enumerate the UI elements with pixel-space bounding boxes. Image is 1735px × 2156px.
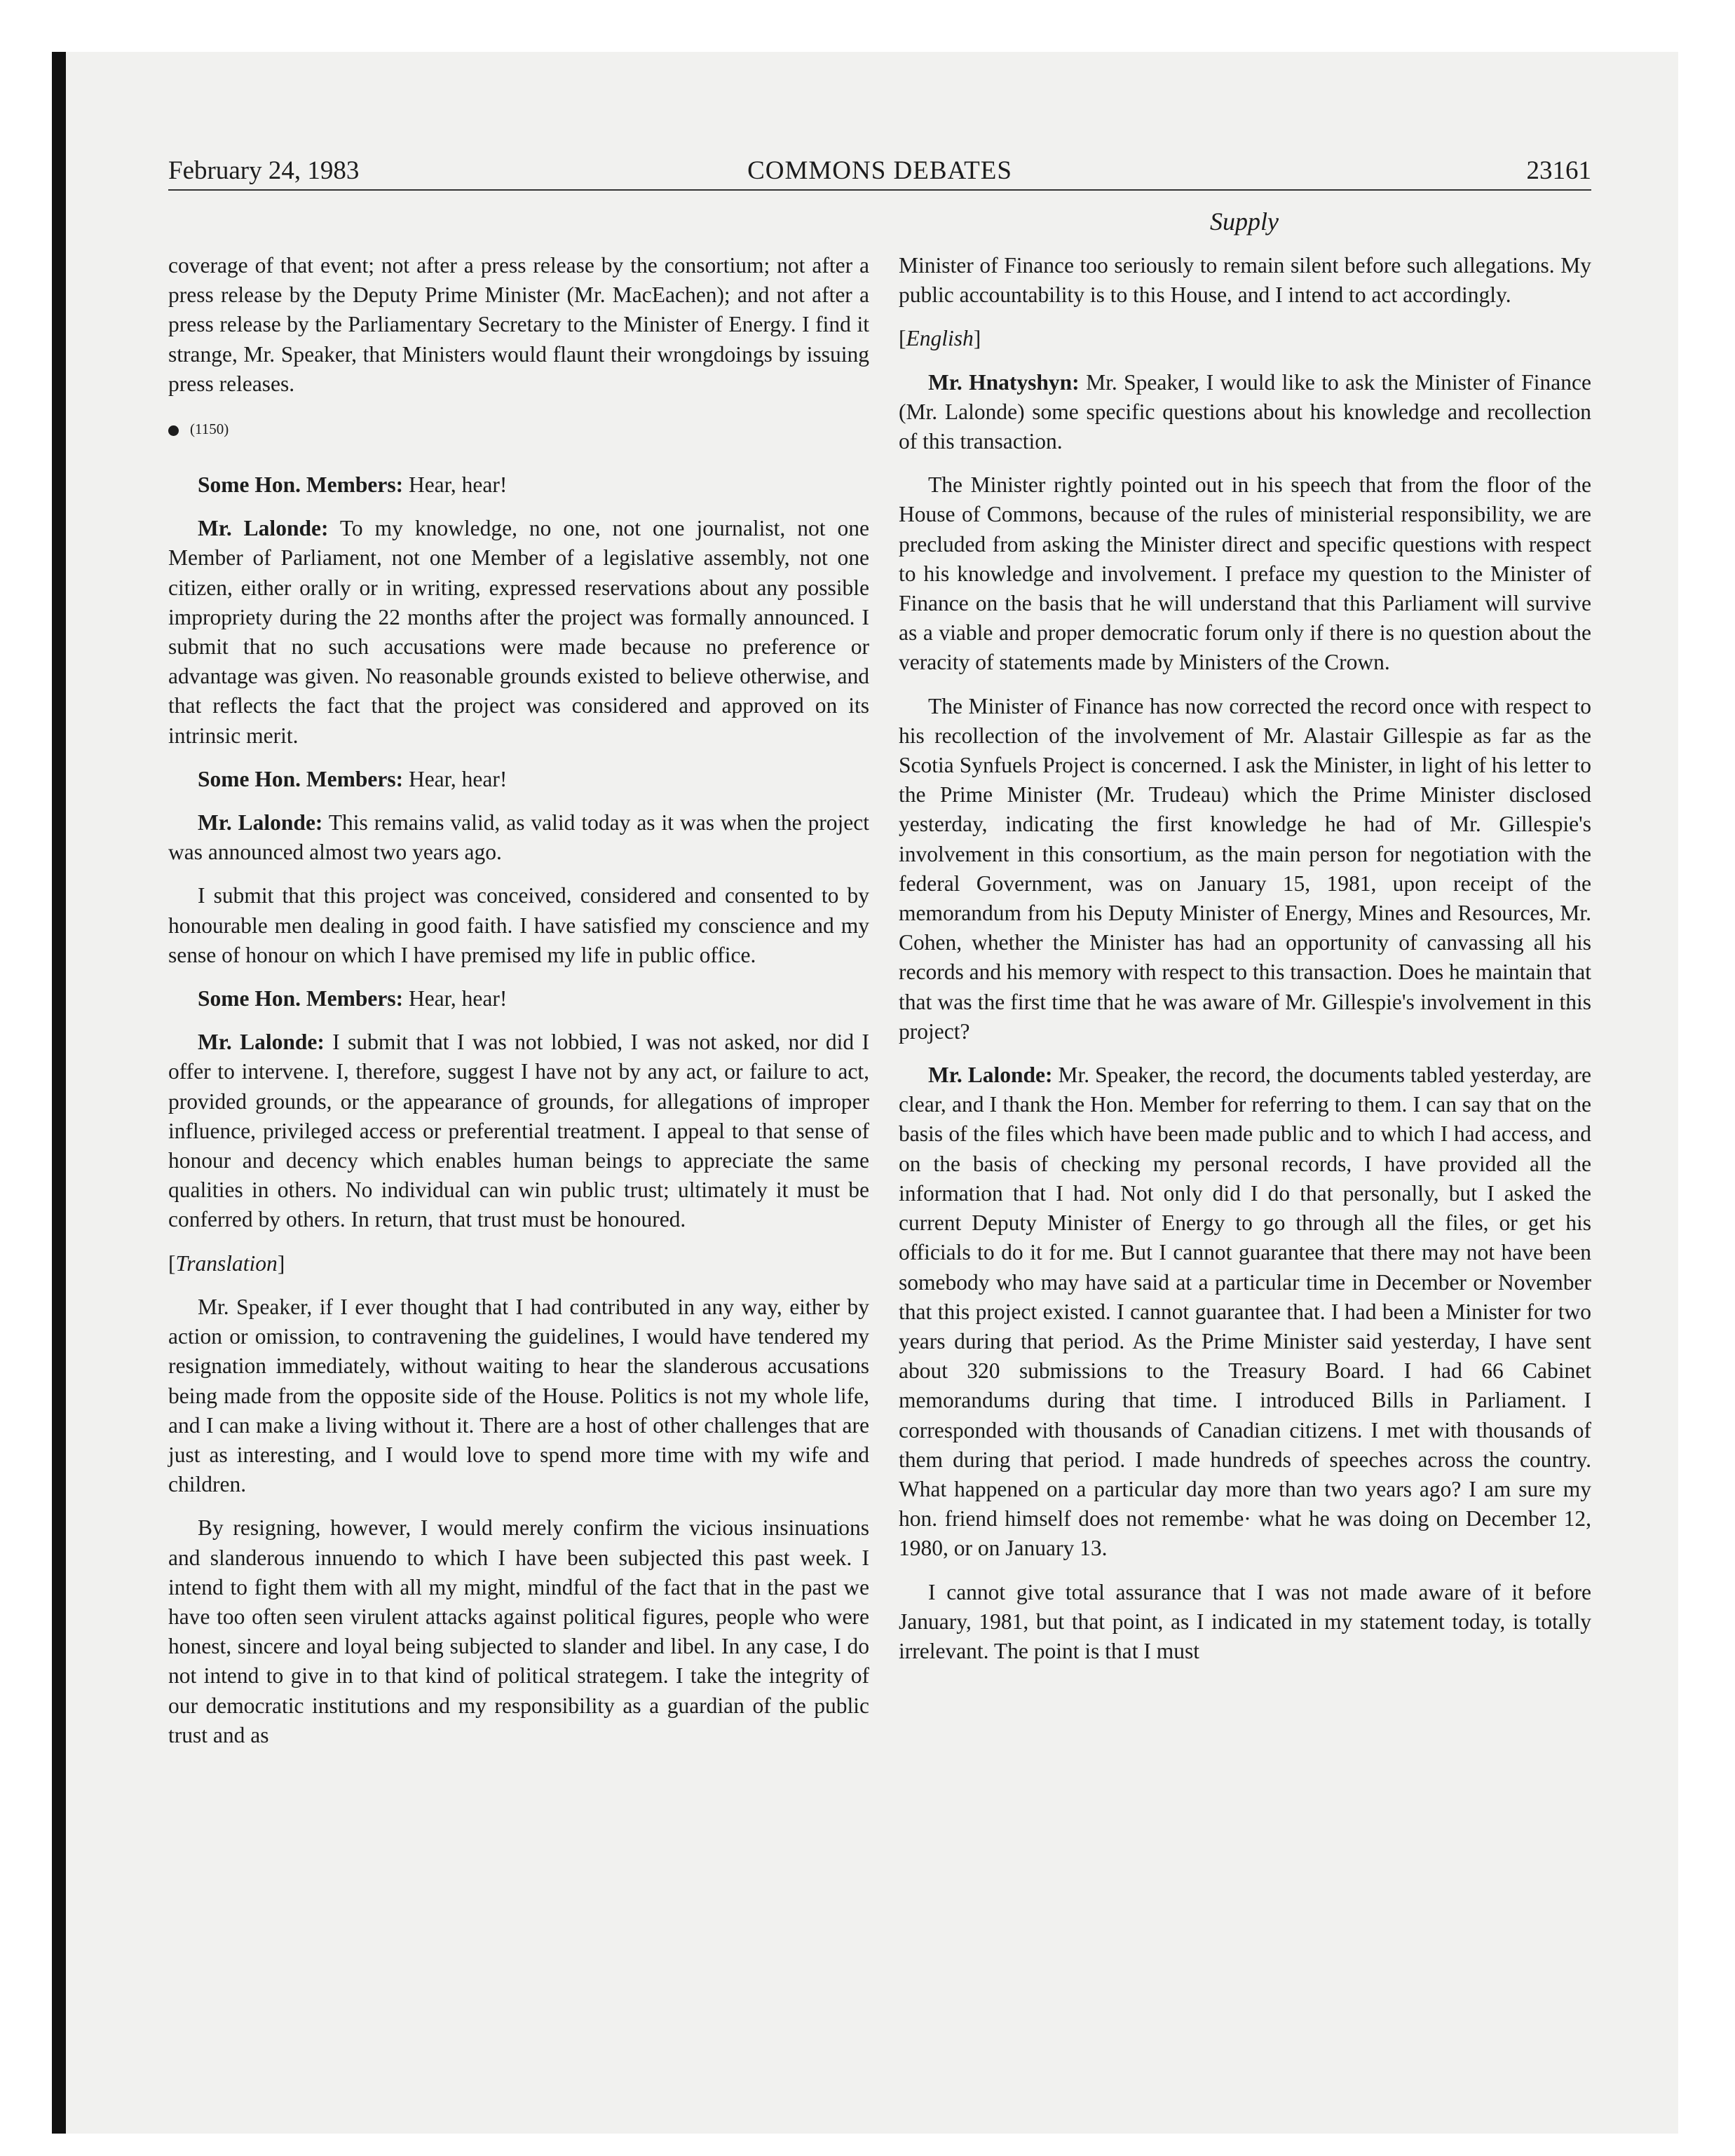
paragraph: By resigning, however, I would merely confirm the vicious insinuations and slanderous innuendo to which I have been subjected this past week. I intend to fight them with all my might, mindful of the fact that in the past we have too often seen virulent attacks against political figures, people who were honest, sincere and loyal being subjected to slander and libel. In any case, I do not intend to give in to that kind of political strategem. I take the integrity of our democratic institutions and my responsibility as a guardian of the public trust and as [168,1515,869,1747]
paragraph: I submit that this project was conceived, considered and consented to by honourable men dealing in good faith. I have satisfied my conscience and my sense of honour on which I have premised my life in public office. [168,883,869,967]
translation-label-text: Translation [175,1250,278,1276]
speaker-name: Some Hon. Members: [198,472,404,498]
time-marker [168,418,869,439]
speaker-name: Some Hon. Members: [198,766,404,791]
bullet-icon [168,425,179,436]
paragraph [168,514,869,751]
speaker-name: Mr. Lalonde: [198,1030,325,1055]
speech-text: Hear, hear! [403,986,508,1011]
speaker-name: Some Hon. Members: [198,986,404,1011]
speaker-name: Mr. Lalonde: [928,1063,1053,1088]
paragraph [168,1028,869,1234]
paragraph [899,1060,1591,1563]
section-title: Supply [1210,207,1279,236]
paragraph: Minister of Finance too seriously to remain silent before such allegations. My public accountability is to this House, and I intend to act accordingly. [899,253,1591,308]
speech-text: Mr. Speaker, I would like to ask the Minister of Finance (Mr. Lalonde) some specific questions about his knowledge and recollection of this transaction. [899,369,1591,454]
paragraph: The Minister of Finance has now corrected the record once with respect to his recollection of the involvement of Mr. Alastair Gillespie as far as the Scotia Synfuels Project is concerned. I ask the Minister, in light of his letter to the Prime Minister (Mr. Trudeau) which the Prime Minister disclosed yesterday, indicating the first knowledge he had of Mr. Gillespie's involvement in this consortium, as the main person for negotiation with the federal Government, was on January 15, 1981, upon receipt of the memorandum from his Deputy Minister of Energy, Mines and Resources, Mr. Cohen, whether the Minister has had an opportunity of canvassing all his records and his memory with respect to this transaction. Does he maintain that that was the first time that he was aware of Mr. Gillespie's involvement in this project? [899,693,1591,1044]
speech-text: I submit that I was not lobbied, I was not asked, nor did I offer to intervene. I, therefore, suggest I have not by any act, or failure to act, provided grounds, or the appearance of grounds, for allegations of improper influence, privileged access or preferential treatment. I appeal to that sense of honour and decency which enables human beings to appreciate the same qualities in others. No individual can win public trust; ultimately it must be conferred by others. In return, that trust must be honoured. [168,1030,869,1232]
paragraph [168,808,869,867]
header-page-number: 23161 [1526,156,1591,185]
header-publication: COMMONS DEBATES [747,156,1012,185]
speech-text: Hear, hear! [403,472,508,498]
translation-label: [Translation] [168,1250,285,1276]
speaker-name: Mr. Hnatyshyn: [928,369,1080,395]
paragraph [168,765,869,794]
paragraph [899,368,1591,457]
left-column [168,251,869,1764]
paragraph [168,470,869,500]
binding-edge-shadow [52,52,66,2134]
time-marker-text: (1150) [190,421,229,438]
speech-text: This remains valid, as valid today as it was when the project was announced almost two years ago. [168,810,869,865]
running-head [168,153,1591,189]
paragraph [168,984,869,1014]
speaker-name: Mr. Lalonde: [198,810,323,835]
speech-text: Hear, hear! [403,766,508,791]
english-label: [English] [899,326,981,351]
paragraph: Mr. Speaker, if I ever thought that I had contributed in any way, either by action or omission, to contravening the guidelines, I would have tendered my resignation immediately, without waiting to hear the slanderous accusations being made from the opposite side of the House. Politics is not my whole life, and I can make a living without it. There are a host of other challenges that are just as interesting, and I would love to spend more time with my wife and children. [168,1294,869,1497]
speech-text: Mr. Speaker, the record, the documents tabled yesterday, are clear, and I thank the Hon. Member for referring to them. I can say that on the basis of the files which have been made public and to which I had access, and on the basis of checking my personal records, I have provided all the information that I had. Not only did I do that personally, but I asked the current Deputy Minister of Energy to go through all the files, or get his officials to do it for me. But I cannot guarantee that there may not have been somebody who may have said at a particular time in December or November that this project existed. I cannot guarantee that. I had been a Minister for two years during that period. As the Prime Minister said yesterday, I have sent about 320 submissions to the Treasury Board. I had 66 Cabinet memorandums during that time. I introduced Bills in Parliament. I corresponded with thousands of Canadian citizens. I met with thousands of them during that period. I made hundreds of speeches across the country. What happened on a particular day more than two years ago? I am sure my hon. friend himself does not remembe· what he was doing on December 12, 1980, or on January 13. [899,1063,1591,1561]
right-column [899,251,1591,1680]
speech-text: To my knowledge, no one, not one journalist, not one Member of Parliament, not one Member of a legislative assembly, not one citizen, either orally or in writing, expressed reservations about any possible impropriety during the 22 months after the project was formally announced. I submit that no such accusations were made because no preference or advantage was given. No reasonable grounds existed to believe otherwise, and that reflects the fact that the project was considered and approved on its intrinsic merit. [168,516,869,748]
paragraph: coverage of that event; not after a press release by the consortium; not after a press release by the Deputy Prime Minister (Mr. MacEachen); and not after a press release by the Parliamentary Secretary to the Minister of Energy. I find it strange, Mr. Speaker, that Ministers would flaunt their wrongdoings by issuing press releases. [168,253,869,396]
paragraph: I cannot give total assurance that I was not made aware of it before January, 1981, but that point, as I indicated in my statement today, is totally irrelevant. The point is that I must [899,1579,1591,1663]
header-date: February 24, 1983 [168,156,360,185]
header-rule [168,189,1591,191]
english-label-text: English [906,326,974,351]
speaker-name: Mr. Lalonde: [198,516,329,541]
paragraph: The Minister rightly pointed out in his speech that from the floor of the House of Commons, because of the rules of ministerial responsibility, we are precluded from asking the Minister direct and specific questions with respect to his knowledge and involvement. I preface my question to the Minister of Finance on the basis that he will understand that this Parliament will survive as a viable and proper democratic forum only if there is no question about the veracity of statements made by Ministers of the Crown. [899,472,1591,675]
